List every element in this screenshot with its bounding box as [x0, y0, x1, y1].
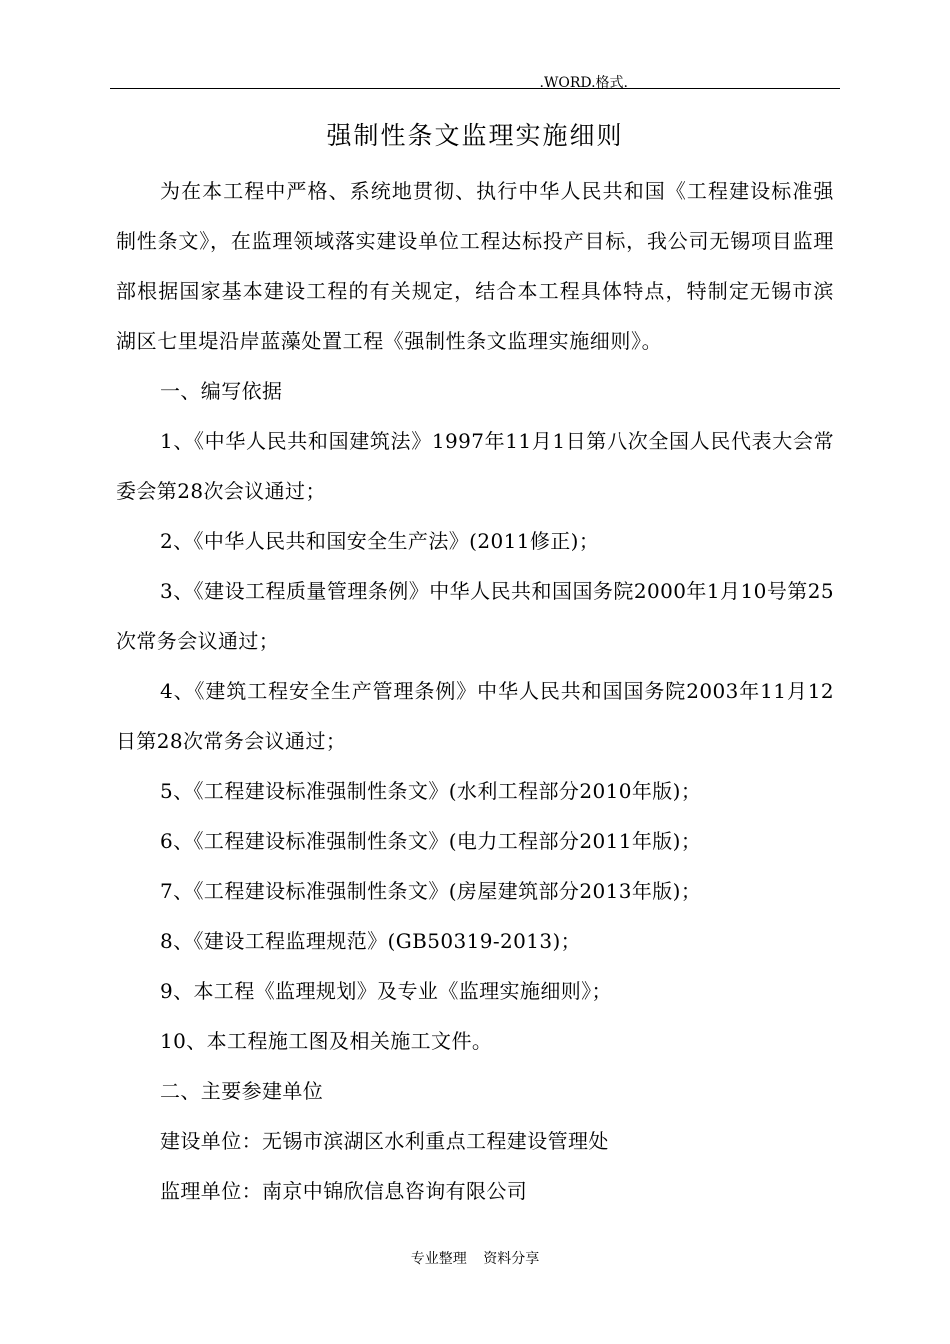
basis-item-9: 9、本工程《监理规划》及专业《监理实施细则》； [160, 979, 612, 1003]
document-body [116, 166, 834, 1216]
section-heading-basis: 一、编写依据 [160, 379, 283, 403]
basis-item-7: 7、《工程建设标准强制性条文》(房屋建筑部分2013年版)； [160, 879, 702, 903]
document-title: 强制性条文监理实施细则 [326, 121, 624, 150]
basis-item-8: 8、《建设工程监理规范》(GB50319-2013)； [160, 929, 582, 953]
header-rule [110, 88, 840, 89]
intro-paragraph: 为在本工程中严格、系统地贯彻、执行中华人民共和国《工程建设标准强制性条文》，在监理领域落实建设单位工程达标投产目标，我公司无锡项目监理部根据国家基本建设工程的有关规定，结合本工程具体特点，特制定无锡市滨湖区七里堤沿岸蓝藻处置工程《强制性条文监理实施细则》。 [116, 179, 834, 353]
basis-item-5: 5、《工程建设标准强制性条文》(水利工程部分2010年版)； [160, 779, 702, 803]
basis-item-4: 4、《建筑工程安全生产管理条例》中华人民共和国国务院2003年11月12日第28次常务会议通过； [116, 679, 834, 753]
supervisor-unit: 监理单位：南京中锦欣信息咨询有限公司 [160, 1179, 528, 1203]
basis-item-2: 2、《中华人民共和国安全生产法》(2011修正)； [160, 529, 600, 553]
builder-unit: 建设单位：无锡市滨湖区水利重点工程建设管理处 [160, 1129, 609, 1153]
section-heading-participants: 二、主要参建单位 [160, 1079, 324, 1103]
basis-item-1: 1、《中华人民共和国建筑法》1997年11月1日第八次全国人民代表大会常委会第28次会议通过； [116, 429, 834, 503]
basis-item-3: 3、《建设工程质量管理条例》中华人民共和国国务院2000年1月10号第25次常务会议通过； [116, 579, 834, 653]
basis-item-10: 10、本工程施工图及相关施工文件。 [160, 1029, 493, 1053]
page-header: .WORD.格式. [539, 75, 628, 91]
basis-item-6: 6、《工程建设标准强制性条文》(电力工程部分2011年版)； [160, 829, 702, 853]
page-footer: 专业整理 资料分享 [410, 1251, 540, 1267]
